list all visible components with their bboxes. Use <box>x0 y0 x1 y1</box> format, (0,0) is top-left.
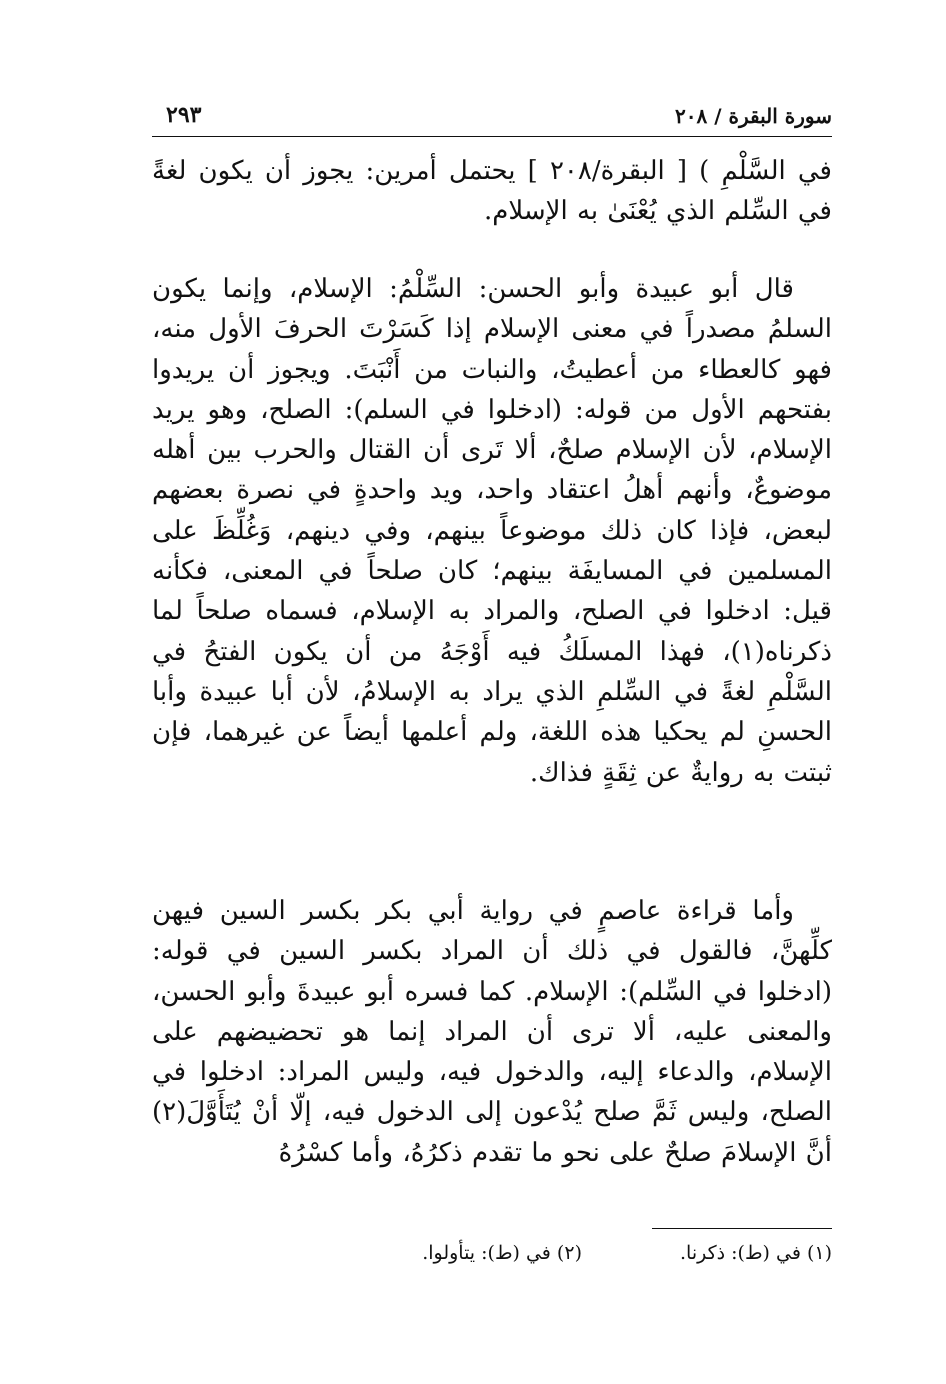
paragraph-1: في السَّلْمِ ) [ البقرة/٢٠٨ ] يحتمل أمرين: يجوز أن يكون لغةً في السِّلم الذي يُعْنَىٰ به الإسلام. <box>152 156 832 227</box>
footnote-1: (١) في (ط): ذكرنا. <box>680 1242 832 1264</box>
paragraph-2: قال أبو عبيدة وأبو الحسن: السِّلْمُ: الإسلام، وإنما يكون السلمُ مصدراً في معنى الإسلام إذا كَسَرْتَ الحرفَ الأول منه، فهو كالعطاء من أعطيتُ، والنبات من أَنْبَتَ. ويجوز أن يريدوا بفتحهم الأول من قوله: (ادخلوا في السلم): الصلح، وهو يريد الإسلام، لأن الإسلام صلحٌ، ألا تَرى أن القتال والحرب بين أهله موضوعٌ، وأنهم أهلُ اعتقاد واحد، ويد واحدةٍ في نصرة بعضهم لبعض، فإذا كان ذلك موضوعاً بينهم، وفي دينهم، وَغُلِّظَ على المسلمين في المسايفَة بينهم؛ كان صلحاً في المعنى، فكأنه قيل: ادخلوا في الصلح، والمراد به الإسلام، فسماه صلحاً لما ذكرناه(١)، فهذا المسلَكُ فيه أَوْجَهُ من أن يكون الفتحُ في السَّلْمِ لغةً في السِّلمِ الذي يراد به الإسلامُ، لأن أبا عبيدة وأبا الحسنِ لم يحكيا هذه اللغة، ولم أعلمها أيضاً عن غيرهما، فإن ثبتت به روايةٌ عن ثِقَةٍ فذاك. <box>152 274 832 788</box>
footnote-divider <box>652 1228 832 1229</box>
page-body <box>152 151 832 1221</box>
page-number: ٢٩٣ <box>166 102 202 128</box>
running-title: سورة البقرة / ٢٠٨ <box>675 104 832 128</box>
book-page <box>152 96 832 1296</box>
page-header <box>152 96 832 137</box>
paragraph-3: وأما قراءة عاصمٍ في رواية أبي بكر بكسر السين فيهن كلِّهنَّ، فالقول في ذلك أن المراد بكسر السين في قوله: (ادخلوا في السِّلم): الإسلام. كما فسره أبو عبيدةَ وأبو الحسن، والمعنى عليه، ألا ترى أن المراد إنما هو تحضيضهم على الإسلام، والدعاء إليه، والدخول فيه، وليس المراد: ادخلوا في الصلح، وليس ثَمَّ صلح يُدْعون إلى الدخول فيه، إلّا أنْ يُتَأَوَّلَ(٢) أنَّ الإسلامَ صلحٌ على نحو ما تقدم ذكرُهُ، وأما كسْرُهُ <box>152 896 832 1168</box>
footnote-2: (٢) في (ط): يتأولوا. <box>422 1242 582 1264</box>
